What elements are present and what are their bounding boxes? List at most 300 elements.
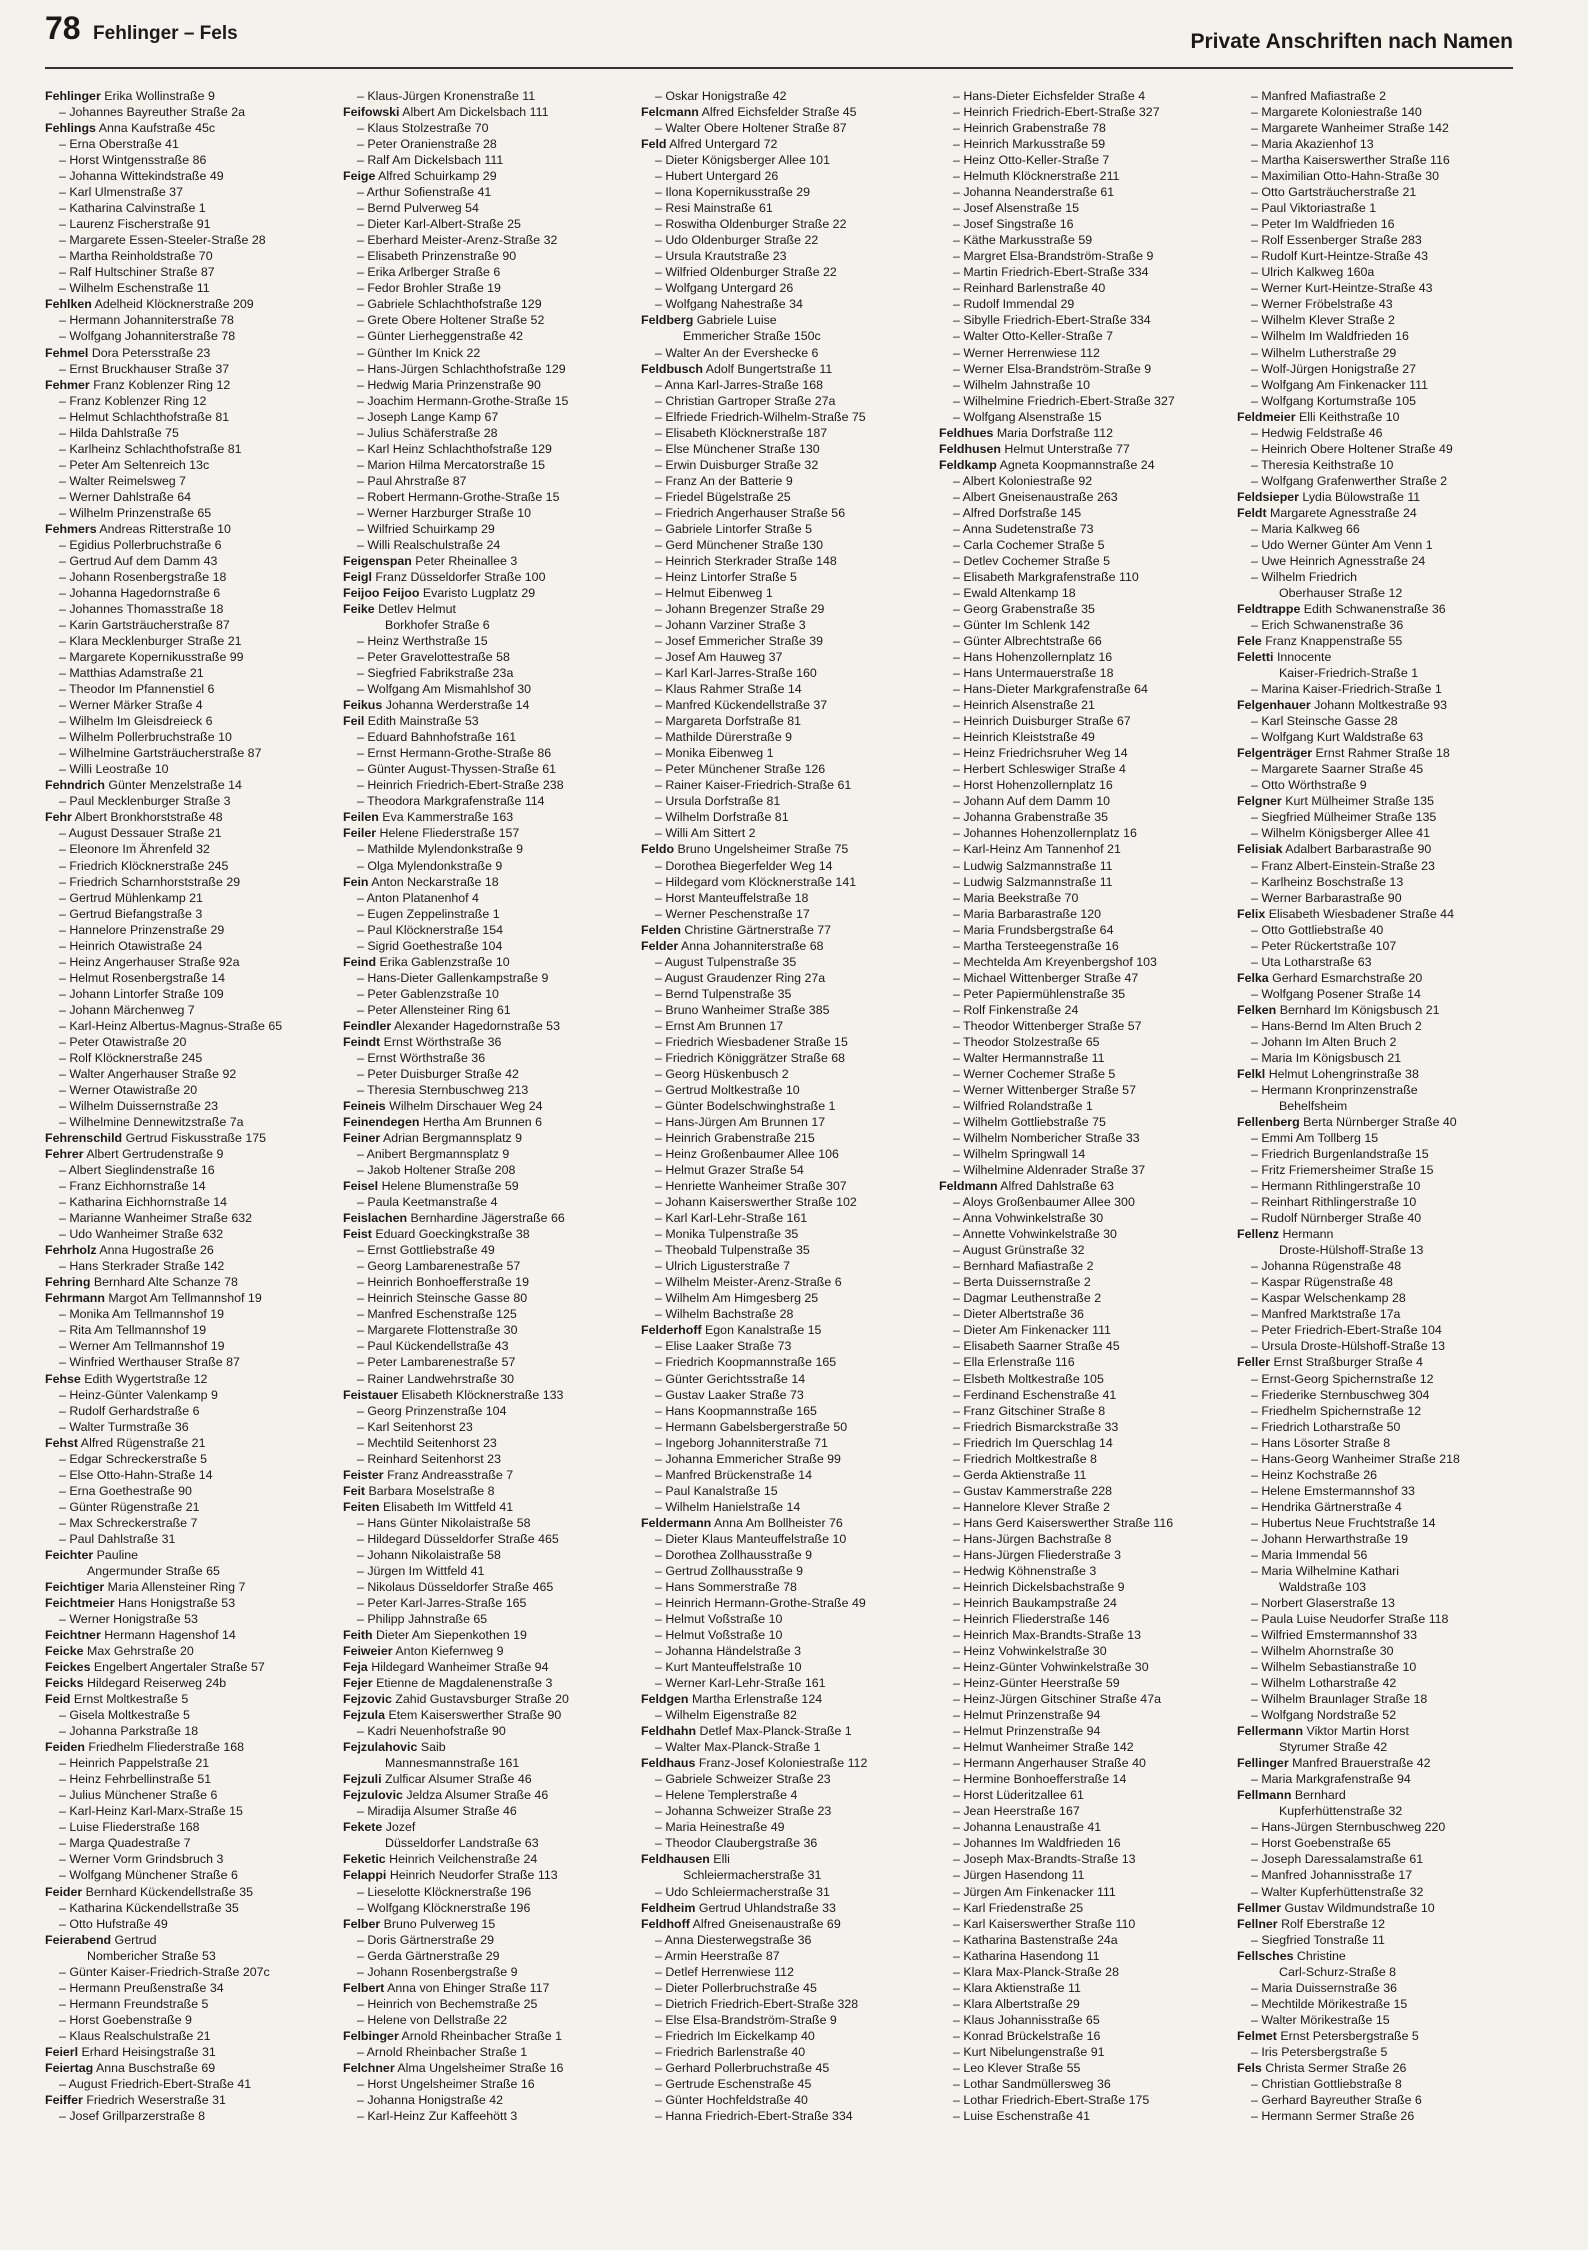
surname-entry bbox=[1237, 793, 1527, 809]
resident-entry: – Heinrich Hermann-Grothe-Straße 49 bbox=[655, 1595, 866, 1610]
resident-entry: – Ursula Droste-Hülshoff-Straße 13 bbox=[1251, 1339, 1445, 1354]
resident-entry: – Wilhelm Springwall 14 bbox=[953, 1147, 1086, 1162]
resident-address: Viktor Martin Horst bbox=[1303, 1724, 1409, 1739]
resident-address: Margarete Agnesstraße 24 bbox=[1266, 505, 1417, 520]
resident-address: Ernst Moltkestraße 5 bbox=[70, 1692, 189, 1707]
resident-entry: – Heinz-Jürgen Gitschiner Straße 47a bbox=[953, 1692, 1161, 1707]
resident-entry: – Günter August-Thyssen-Straße 61 bbox=[357, 762, 557, 777]
resident-address: Hildegard Reiserweg 24b bbox=[83, 1676, 227, 1691]
resident-entry: – Georg Lambarenestraße 57 bbox=[357, 1259, 521, 1274]
resident-entry: – Theodor Wittenberger Straße 57 bbox=[953, 1018, 1142, 1033]
surname: Feldhues bbox=[939, 425, 994, 440]
surname: Feiden bbox=[45, 1740, 85, 1755]
resident-entry: – Dagmar Leuthenstraße 2 bbox=[953, 1291, 1102, 1306]
resident-address: Bernhard Kückendellstraße 35 bbox=[82, 1884, 254, 1899]
resident-entry: – Wilhelm Gottliebstraße 75 bbox=[953, 1115, 1106, 1129]
surname: Fellenz bbox=[1237, 1227, 1279, 1242]
resident-address: Hildegard Wanheimer Straße 94 bbox=[367, 1660, 549, 1675]
resident-entry: – Johannes Hohenzollernplatz 16 bbox=[953, 826, 1137, 841]
resident-entry: – Ilona Kopernikusstraße 29 bbox=[655, 185, 810, 200]
resident-entry: – Walter Max-Planck-Straße 1 bbox=[655, 1740, 821, 1755]
resident-entry: – Bernd Pulverweg 54 bbox=[357, 201, 479, 216]
resident-entry: – Helmut Eibenweg 1 bbox=[655, 585, 773, 600]
resident-address: Gertrud Uhlandstraße 33 bbox=[695, 1900, 836, 1915]
resident-entry: – Klara Albertstraße 29 bbox=[953, 1996, 1080, 2011]
resident-entry: – Johanna Händelstraße 3 bbox=[655, 1644, 802, 1659]
resident-entry: – Hans-Dieter Markgrafenstraße 64 bbox=[953, 682, 1148, 697]
surname: Fejzovic bbox=[343, 1692, 392, 1707]
surname-entry bbox=[45, 1290, 335, 1306]
resident-entry: – Margarete Essen-Steeler-Straße 28 bbox=[59, 233, 266, 248]
surname-entry bbox=[343, 1739, 633, 1755]
resident-entry: – Detlev Cochemer Straße 5 bbox=[953, 553, 1111, 568]
resident-address: Albert Gertrudenstraße 9 bbox=[83, 1147, 224, 1162]
surname-entry bbox=[45, 1274, 335, 1290]
resident-entry: – Erika Arlberger Straße 6 bbox=[357, 265, 501, 280]
surname-entry bbox=[343, 168, 633, 184]
resident-entry: – Werner Fröbelstraße 43 bbox=[1251, 297, 1393, 312]
resident-entry: – Wilhelm Königsberger Allee 41 bbox=[1251, 826, 1431, 841]
resident-address: Jeldza Alsumer Straße 46 bbox=[402, 1788, 549, 1803]
resident-entry: – Paul Mecklenburger Straße 3 bbox=[59, 794, 231, 809]
surname: Fellmer bbox=[1237, 1900, 1282, 1915]
surname: Feldmann bbox=[939, 1179, 998, 1194]
resident-entry: – Karl-Heinz Albertus-Magnus-Straße 65 bbox=[59, 1018, 283, 1033]
resident-entry: – Hedwig Maria Prinzenstraße 90 bbox=[357, 377, 541, 392]
surname: Feichter bbox=[45, 1547, 94, 1562]
surname-entry bbox=[1237, 649, 1527, 665]
resident-address: Alfred Dahlstraße 63 bbox=[997, 1179, 1114, 1194]
resident-address: Berta Nürnberger Straße 40 bbox=[1299, 1115, 1457, 1129]
resident-entry: – Wilhelm Meister-Arenz-Straße 6 bbox=[655, 1275, 842, 1290]
surname: Feige bbox=[343, 169, 376, 184]
surname: Fellmann bbox=[1237, 1788, 1292, 1803]
resident-entry: – Martha Reinholdstraße 70 bbox=[59, 249, 213, 264]
resident-address: Bernhard Alte Schanze 78 bbox=[90, 1275, 238, 1290]
resident-entry: – Katharina Calvinstraße 1 bbox=[59, 201, 206, 216]
resident-entry: – Philipp Jahnstraße 65 bbox=[357, 1611, 488, 1626]
resident-entry: – Christian Gottliebstraße 8 bbox=[1251, 2076, 1402, 2091]
resident-entry: – Hans-Dieter Gallenkampstraße 9 bbox=[357, 970, 549, 985]
address-continuation: Oberhauser Straße 12 bbox=[1279, 585, 1403, 600]
surname-entry bbox=[343, 1627, 633, 1643]
surname: Felisiak bbox=[1237, 842, 1283, 857]
resident-entry: – Friedrich Barlenstraße 40 bbox=[655, 2044, 806, 2059]
resident-entry: – Friedrich Im Querschlag 14 bbox=[953, 1435, 1113, 1450]
surname: Feiffer bbox=[45, 2092, 83, 2107]
resident-address: Eduard Goeckingkstraße 38 bbox=[371, 1227, 530, 1242]
resident-entry: – Monika Eibenweg 1 bbox=[655, 746, 774, 761]
resident-entry: – Rainer Kaiser-Friedrich-Straße 61 bbox=[655, 778, 852, 793]
resident-entry: – Wilhelm Jahnstraße 10 bbox=[953, 377, 1091, 392]
surname: Felgner bbox=[1237, 794, 1282, 809]
resident-address: Elli Keithstraße 10 bbox=[1295, 409, 1400, 424]
resident-entry: – Gabriele Lintorfer Straße 5 bbox=[655, 521, 813, 536]
resident-entry: – Luise Eschenstraße 41 bbox=[953, 2108, 1091, 2123]
resident-address: Albert Bronkhorststraße 48 bbox=[71, 810, 223, 825]
resident-entry: – Johanna Rügenstraße 48 bbox=[1251, 1259, 1402, 1274]
address-continuation: Schleiermacherstraße 31 bbox=[683, 1868, 822, 1883]
resident-entry: – Johann Herwarthstraße 19 bbox=[1251, 1531, 1409, 1546]
surname-entry bbox=[343, 1980, 633, 1996]
address-continuation: Styrumer Straße 42 bbox=[1279, 1740, 1388, 1755]
resident-entry: – Heinrich Sterkrader Straße 148 bbox=[655, 553, 837, 568]
resident-entry: – Hans-Jürgen Am Brunnen 17 bbox=[655, 1115, 826, 1129]
resident-entry: – Wilhelm Sebastianstraße 10 bbox=[1251, 1660, 1417, 1675]
resident-entry: – Karl Karl-Jarres-Straße 160 bbox=[655, 666, 817, 681]
resident-entry: – Horst Wintgensstraße 86 bbox=[59, 153, 207, 168]
resident-entry: – Theodor Im Pfannenstiel 6 bbox=[59, 682, 215, 697]
resident-address: Arnold Rheinbacher Straße 1 bbox=[398, 2028, 563, 2043]
resident-entry: – Margret Elsa-Brandström-Straße 9 bbox=[953, 249, 1154, 264]
resident-entry: – August Graudenzer Ring 27a bbox=[655, 970, 826, 985]
resident-entry: – Johanna Grabenstraße 35 bbox=[953, 810, 1108, 825]
resident-entry: – Werner Elsa-Brandström-Straße 9 bbox=[953, 361, 1152, 376]
resident-address: Anton Neckarstraße 18 bbox=[368, 874, 499, 889]
surname: Felbinger bbox=[343, 2028, 399, 2043]
resident-entry: – Margarete Koloniestraße 140 bbox=[1251, 105, 1422, 120]
resident-entry: – Hans Sommerstraße 78 bbox=[655, 1579, 797, 1594]
surname-entry bbox=[1237, 1916, 1527, 1932]
surname: Feijoo Feijoo bbox=[343, 585, 420, 600]
resident-address: Saib bbox=[417, 1740, 446, 1755]
resident-entry: – Margarete Saarner Straße 45 bbox=[1251, 762, 1424, 777]
surname-entry bbox=[343, 553, 633, 569]
resident-entry: – Heinrich Grabenstraße 215 bbox=[655, 1131, 815, 1146]
resident-entry: – Winfried Werthauser Straße 87 bbox=[59, 1355, 240, 1370]
resident-entry: – Joseph Lange Kamp 67 bbox=[357, 409, 499, 424]
resident-entry: – Johann Märchenweg 7 bbox=[59, 1002, 195, 1017]
surname: Fehring bbox=[45, 1275, 91, 1290]
resident-entry: – Manfred Brückenstraße 14 bbox=[655, 1467, 813, 1482]
resident-entry: – Heinz Großenbaumer Allee 106 bbox=[655, 1147, 839, 1162]
surname-entry bbox=[45, 1595, 335, 1611]
resident-entry: – Kurt Manteuffelstraße 10 bbox=[655, 1660, 802, 1675]
resident-entry: – Otto Hufstraße 49 bbox=[59, 1916, 168, 1931]
resident-entry: – Lieselotte Klöcknerstraße 196 bbox=[357, 1884, 532, 1899]
resident-entry: – Dieter Königsberger Allee 101 bbox=[655, 153, 830, 168]
resident-entry: – Olga Mylendonkstraße 9 bbox=[357, 858, 503, 873]
resident-entry: – Detlef Herrenwiese 112 bbox=[655, 1964, 794, 1979]
surname: Feigl bbox=[343, 569, 372, 584]
resident-entry: – Else Otto-Hahn-Straße 14 bbox=[59, 1467, 213, 1482]
resident-entry: – Gerda Gärtnerstraße 29 bbox=[357, 1948, 500, 1963]
listing-column-4 bbox=[939, 88, 1229, 2124]
resident-entry: – Peter Münchener Straße 126 bbox=[655, 762, 826, 777]
surname-entry bbox=[343, 809, 633, 825]
surname-entry bbox=[343, 1467, 633, 1483]
surname-entry bbox=[343, 585, 633, 601]
resident-entry: – Friedrich Klöcknerstraße 245 bbox=[59, 858, 229, 873]
resident-entry: – Johann Kaiserswerther Straße 102 bbox=[655, 1195, 857, 1210]
resident-entry: – Katharina Kückendellstraße 35 bbox=[59, 1900, 239, 1915]
resident-entry: – Johann Auf dem Damm 10 bbox=[953, 794, 1111, 809]
resident-entry: – Mathilde Dürerstraße 9 bbox=[655, 730, 793, 745]
surname: Fehndrich bbox=[45, 778, 105, 793]
resident-entry: – Heinrich Friedrich-Ebert-Straße 238 bbox=[357, 778, 564, 793]
surname-entry bbox=[1237, 1723, 1527, 1739]
resident-entry: – Johann Varziner Straße 3 bbox=[655, 618, 806, 633]
resident-entry: – Wilhelm Friedrich bbox=[1251, 569, 1358, 584]
resident-entry: – Heinrich Max-Brandts-Straße 13 bbox=[953, 1628, 1141, 1642]
resident-entry: – Paul Kanalstraße 15 bbox=[655, 1483, 778, 1498]
resident-entry: – Heinrich Alsenstraße 21 bbox=[953, 698, 1095, 713]
resident-entry: – Peter Rückertstraße 107 bbox=[1251, 938, 1397, 953]
surname: Feldhaus bbox=[641, 1756, 696, 1771]
resident-address: Dora Petersstraße 23 bbox=[88, 345, 211, 360]
resident-entry: – Elfriede Friedrich-Wilhelm-Straße 75 bbox=[655, 409, 866, 424]
resident-entry: – Günter Hochfeldstraße 40 bbox=[655, 2092, 808, 2107]
resident-address: Maria Dorfstraße 112 bbox=[993, 425, 1113, 440]
resident-entry: – Peter Karl-Jarres-Straße 165 bbox=[357, 1595, 527, 1610]
resident-entry: – Willi Am Sittert 2 bbox=[655, 826, 756, 841]
surname-entry bbox=[343, 1659, 633, 1675]
resident-address: Detlev Helmut bbox=[374, 602, 456, 616]
resident-address: Anna Kaufstraße 45c bbox=[95, 121, 216, 136]
surname-entry bbox=[343, 697, 633, 713]
resident-entry: – Josef Singstraße 16 bbox=[953, 217, 1074, 232]
resident-address: Pauline bbox=[93, 1547, 138, 1562]
resident-entry: – Horst Manteuffelstraße 18 bbox=[655, 890, 809, 905]
surname: Feketic bbox=[343, 1852, 386, 1867]
resident-entry: – Günter Rügenstraße 21 bbox=[59, 1499, 200, 1514]
resident-entry: – Walter Obere Holtener Straße 87 bbox=[655, 121, 847, 136]
resident-entry: – Wilhelm Braunlager Straße 18 bbox=[1251, 1692, 1428, 1707]
resident-entry: – Karl Kaiserswerther Straße 110 bbox=[953, 1916, 1136, 1931]
resident-address: Engelbert Angertaler Straße 57 bbox=[90, 1660, 265, 1675]
resident-entry: – Wilfried Emstermannshof 33 bbox=[1251, 1628, 1417, 1642]
resident-entry: – Dieter Am Finkenacker 111 bbox=[953, 1323, 1111, 1338]
surname: Feind bbox=[343, 954, 377, 969]
resident-entry: – Anna Diesterwegstraße 36 bbox=[655, 1932, 812, 1947]
resident-entry: – Paula Keetmanstraße 4 bbox=[357, 1195, 498, 1210]
resident-entry: – Heinrich Kleiststraße 49 bbox=[953, 730, 1095, 745]
surname: Felden bbox=[641, 922, 681, 937]
resident-address: Anna von Ehinger Straße 117 bbox=[384, 1980, 550, 1995]
resident-entry: – Gerhard Pollerbruchstraße 45 bbox=[655, 2060, 830, 2075]
resident-entry: – Klara Max-Planck-Straße 28 bbox=[953, 1964, 1119, 1979]
resident-address: Anna Johanniterstraße 68 bbox=[678, 938, 824, 953]
resident-entry: – Käthe Markusstraße 59 bbox=[953, 233, 1093, 248]
resident-entry: – Erwin Duisburger Straße 32 bbox=[655, 457, 819, 472]
resident-entry: – Jürgen Im Wittfeld 41 bbox=[357, 1563, 485, 1578]
resident-entry: – Hermine Bonhoefferstraße 14 bbox=[953, 1772, 1127, 1787]
surname-entry bbox=[343, 713, 633, 729]
surname: Fels bbox=[1237, 2060, 1262, 2075]
resident-entry: – Friederike Sternbuschweg 304 bbox=[1251, 1387, 1430, 1402]
surname: Feld bbox=[641, 137, 667, 152]
resident-entry: – Werner Wittenberger Straße 57 bbox=[953, 1082, 1136, 1097]
resident-address: Franz Koblenzer Ring 12 bbox=[89, 377, 231, 392]
resident-entry: – Kaspar Rügenstraße 48 bbox=[1251, 1275, 1393, 1290]
resident-entry: – Hermann Angerhauser Straße 40 bbox=[953, 1756, 1146, 1771]
resident-entry: – Joachim Hermann-Grothe-Straße 15 bbox=[357, 393, 569, 408]
resident-entry: – Friedrich Lotharstraße 50 bbox=[1251, 1419, 1401, 1434]
resident-entry: – Elisabeth Klöcknerstraße 187 bbox=[655, 425, 828, 440]
resident-entry: – Johanna Parkstraße 18 bbox=[59, 1724, 199, 1739]
resident-entry: – Carla Cochemer Straße 5 bbox=[953, 537, 1105, 552]
resident-address: Eva Kammerstraße 163 bbox=[378, 810, 514, 825]
resident-entry: – Friedrich Scharnhorststraße 29 bbox=[59, 874, 241, 889]
resident-entry: – Edgar Schreckerstraße 5 bbox=[59, 1451, 208, 1466]
resident-entry: – Horst Hohenzollernplatz 16 bbox=[953, 778, 1113, 793]
resident-entry: – Hedwig Köhnenstraße 3 bbox=[953, 1563, 1097, 1578]
surname: Feller bbox=[1237, 1355, 1271, 1370]
resident-entry: – Mechtelda Am Kreyenbergshof 103 bbox=[953, 954, 1157, 969]
resident-address: Bernhardine Jägerstraße 66 bbox=[407, 1211, 565, 1226]
surname: Felderhoff bbox=[641, 1323, 702, 1338]
resident-entry: – Paul Klöcknerstraße 154 bbox=[357, 922, 504, 937]
resident-entry: – Peter Am Seltenreich 13c bbox=[59, 457, 210, 472]
resident-entry: – Miradija Alsumer Straße 46 bbox=[357, 1804, 517, 1819]
resident-entry: – Laurenz Fischerstraße 91 bbox=[59, 217, 211, 232]
resident-entry: – Siegfried Fabrikstraße 23a bbox=[357, 666, 514, 681]
resident-entry: – Hubertus Neue Fruchtstraße 14 bbox=[1251, 1515, 1436, 1530]
surname: Feifowski bbox=[343, 105, 400, 120]
resident-entry: – Hans-Jürgen Bachstraße 8 bbox=[953, 1531, 1112, 1546]
resident-entry: – Johannes Im Waldfrieden 16 bbox=[953, 1836, 1121, 1851]
resident-entry: – Erna Goethestraße 90 bbox=[59, 1483, 192, 1498]
resident-entry: – Ulrich Kalkweg 160a bbox=[1251, 265, 1375, 280]
surname-entry bbox=[1237, 1354, 1527, 1370]
resident-entry: – Hans-Jürgen Schlachthofstraße 129 bbox=[357, 361, 566, 376]
resident-entry: – Werner Vorm Grindsbruch 3 bbox=[59, 1852, 224, 1867]
resident-entry: – Peter Otawistraße 20 bbox=[59, 1034, 187, 1049]
listing-column-5 bbox=[1237, 88, 1527, 2124]
surname-entry bbox=[45, 2092, 335, 2108]
resident-entry: – Josef Grillparzerstraße 8 bbox=[59, 2108, 205, 2123]
resident-entry: – Monika Am Tellmannshof 19 bbox=[59, 1307, 225, 1322]
resident-entry: – Margarete Wanheimer Straße 142 bbox=[1251, 121, 1449, 136]
surname: Fejzula bbox=[343, 1708, 385, 1723]
resident-entry: – Klaus Realschulstraße 21 bbox=[59, 2028, 211, 2043]
listing-column-1 bbox=[45, 88, 335, 2124]
resident-entry: – Albert Gneisenaustraße 263 bbox=[953, 489, 1118, 504]
resident-entry: – Luise Fliederstraße 168 bbox=[59, 1820, 200, 1835]
surname-entry bbox=[343, 1771, 633, 1787]
resident-address: Egon Kanalstraße 15 bbox=[701, 1323, 822, 1338]
resident-entry: – Sibylle Friedrich-Ebert-Straße 334 bbox=[953, 313, 1151, 328]
surname: Fehrer bbox=[45, 1147, 84, 1162]
address-continuation: Kaiser-Friedrich-Straße 1 bbox=[1279, 666, 1419, 681]
resident-address: Etienne de Magdalenenstraße 3 bbox=[372, 1676, 553, 1691]
resident-entry: – Werner Herrenwiese 112 bbox=[953, 345, 1100, 360]
resident-entry: – Dorothea Biegerfelder Weg 14 bbox=[655, 858, 833, 873]
resident-entry: – Dieter Albertstraße 36 bbox=[953, 1307, 1084, 1322]
surname-entry bbox=[45, 1932, 335, 1948]
resident-entry: – Walter Turmstraße 36 bbox=[59, 1419, 189, 1434]
resident-address: Alexander Hagedornstraße 53 bbox=[391, 1018, 560, 1033]
address-continuation: Borkhofer Straße 6 bbox=[385, 618, 490, 633]
surname-entry bbox=[45, 521, 335, 537]
resident-address: Franz Andreasstraße 7 bbox=[383, 1467, 514, 1482]
surname: Felappi bbox=[343, 1868, 387, 1883]
resident-entry: – Marina Kaiser-Friedrich-Straße 1 bbox=[1251, 682, 1442, 697]
resident-entry: – Bruno Wanheimer Straße 385 bbox=[655, 1002, 830, 1017]
surname-entry bbox=[343, 1130, 633, 1146]
resident-address: Elli bbox=[709, 1852, 730, 1867]
resident-entry: – Katharina Bastenstraße 24a bbox=[953, 1932, 1118, 1947]
resident-entry: – Paul Viktoriastraße 1 bbox=[1251, 201, 1377, 216]
resident-entry: – Siegfried Tonstraße 11 bbox=[1251, 1932, 1385, 1947]
surname: Fehlings bbox=[45, 121, 96, 136]
resident-entry: – Julius Schäferstraße 28 bbox=[357, 425, 498, 440]
surname-entry bbox=[343, 1819, 633, 1835]
surname: Felkl bbox=[1237, 1066, 1266, 1081]
resident-entry: – Werner Karl-Lehr-Straße 161 bbox=[655, 1676, 826, 1691]
resident-entry: – Paul Ahrstraße 87 bbox=[357, 473, 467, 488]
resident-entry: – Wilhelm Lutherstraße 29 bbox=[1251, 345, 1397, 360]
surname-entry bbox=[343, 1178, 633, 1194]
resident-entry: – Else Münchener Straße 130 bbox=[655, 441, 820, 456]
resident-address: Alfred Untergard 72 bbox=[666, 137, 778, 152]
resident-entry: – Günther Im Knick 22 bbox=[357, 345, 481, 360]
resident-address: Gerhard Esmarchstraße 20 bbox=[1268, 970, 1423, 985]
resident-address: Anton Kiefernweg 9 bbox=[392, 1644, 504, 1659]
resident-entry: – Heinz Fehrbellinstraße 51 bbox=[59, 1772, 212, 1787]
resident-entry: – Jürgen Hasendong 11 bbox=[953, 1868, 1085, 1883]
resident-entry: – Norbert Glaserstraße 13 bbox=[1251, 1595, 1395, 1610]
resident-address: Hertha Am Brunnen 6 bbox=[419, 1115, 543, 1129]
resident-entry: – Heinz Angerhauser Straße 92a bbox=[59, 954, 240, 969]
surname-entry bbox=[343, 601, 633, 617]
surname: Feichtmeier bbox=[45, 1595, 115, 1610]
resident-entry: – Dieter Karl-Albert-Straße 25 bbox=[357, 217, 521, 232]
resident-address: Zahid Gustavsburger Straße 20 bbox=[391, 1692, 569, 1707]
surname: Feldermann bbox=[641, 1515, 712, 1530]
resident-entry: – Gertrud Biefangstraße 3 bbox=[59, 906, 203, 921]
resident-entry: – Rainer Landwehrstraße 30 bbox=[357, 1371, 515, 1386]
resident-entry: – Maximilian Otto-Hahn-Straße 30 bbox=[1251, 169, 1439, 184]
resident-entry: – Wolfgang Posener Straße 14 bbox=[1251, 986, 1421, 1001]
resident-entry: – Elise Laaker Straße 73 bbox=[655, 1339, 792, 1354]
resident-address: Franz-Josef Koloniestraße 112 bbox=[695, 1756, 868, 1771]
resident-entry: – Johann Im Alten Bruch 2 bbox=[1251, 1034, 1397, 1049]
surname-entry bbox=[45, 1242, 335, 1258]
surname-entry bbox=[45, 1627, 335, 1643]
resident-entry: – Hermann Kronprinzenstraße bbox=[1251, 1082, 1418, 1097]
surname: Fehlinger bbox=[45, 89, 101, 103]
resident-entry: – Leo Klever Straße 55 bbox=[953, 2060, 1081, 2075]
resident-entry: – Ulrich Ligusterstraße 7 bbox=[655, 1259, 790, 1274]
resident-address: Maria Allensteiner Ring 7 bbox=[104, 1579, 246, 1594]
resident-entry: – Elisabeth Prinzenstraße 90 bbox=[357, 249, 517, 264]
resident-entry: – Jean Heerstraße 167 bbox=[953, 1804, 1080, 1819]
resident-address: Edith Wygertstraße 12 bbox=[80, 1371, 208, 1386]
surname: Feja bbox=[343, 1660, 368, 1675]
resident-address: Andreas Ritterstraße 10 bbox=[96, 521, 231, 536]
resident-entry: – Max Schreckerstraße 7 bbox=[59, 1515, 198, 1530]
resident-entry: – Heinrich Markusstraße 59 bbox=[953, 137, 1106, 152]
resident-entry: – Wolfgang Untergard 26 bbox=[655, 281, 794, 296]
surname: Feid bbox=[45, 1692, 71, 1707]
surname: Feldo bbox=[641, 842, 675, 857]
surname-entry bbox=[343, 1916, 633, 1932]
address-continuation: Mannesmannstraße 161 bbox=[385, 1756, 520, 1771]
resident-entry: – Maria Heinestraße 49 bbox=[655, 1820, 785, 1835]
surname: Feldheim bbox=[641, 1900, 696, 1915]
resident-entry: – Georg Hüskenbusch 2 bbox=[655, 1066, 789, 1081]
resident-entry: – Heinz Friedrichsruher Weg 14 bbox=[953, 746, 1128, 761]
resident-entry: – Ludwig Salzmannstraße 11 bbox=[953, 874, 1113, 889]
address-continuation: Kupferhüttenstraße 32 bbox=[1279, 1804, 1403, 1819]
resident-entry: – Klaus Rahmer Straße 14 bbox=[655, 682, 802, 697]
resident-address: Franz Düsseldorfer Straße 100 bbox=[371, 569, 546, 584]
surname: Fekete bbox=[343, 1820, 383, 1835]
resident-entry: – August Grünstraße 32 bbox=[953, 1243, 1085, 1258]
resident-entry: – Annette Vohwinkelstraße 30 bbox=[953, 1227, 1117, 1242]
surname-entry bbox=[343, 104, 633, 120]
